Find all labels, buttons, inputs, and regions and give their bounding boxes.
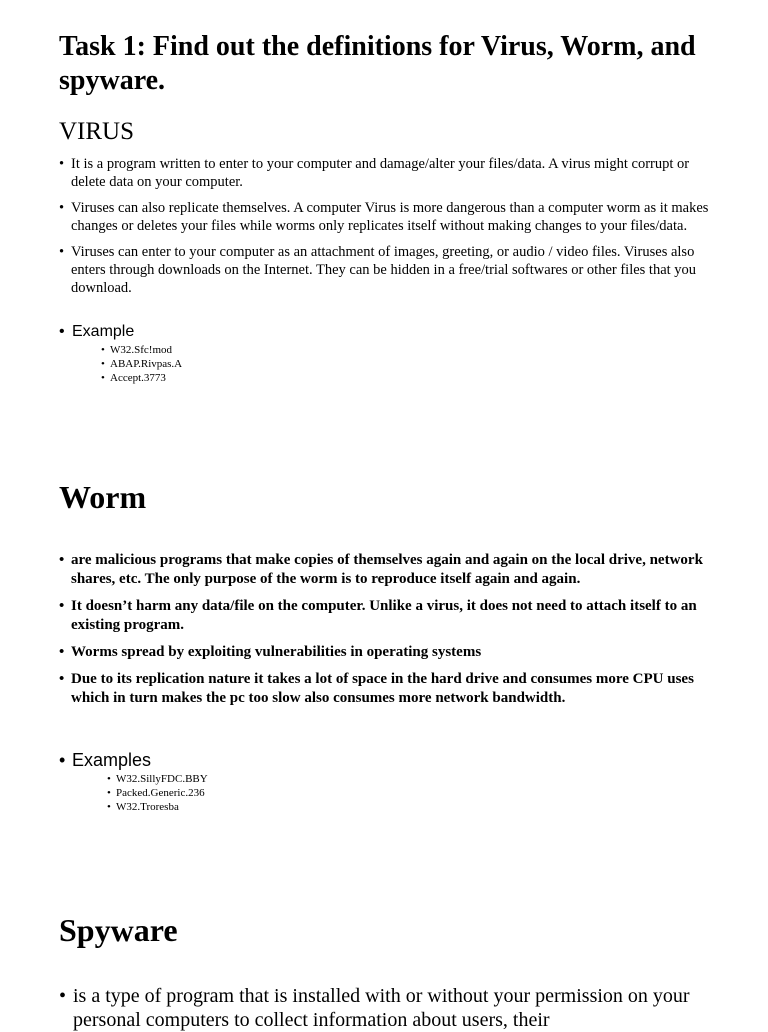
list-item: • ABAP.Rivpas.A [101, 357, 182, 371]
list-item: • are malicious programs that make copies of themselves again and again on the local drive, network shares, etc. The only purpose of the worm is to reproduce itself again and again. [59, 551, 729, 589]
list-item: • Due to its replication nature it takes a lot of space in the hard drive and consumes more CPU uses which in turn makes the pc too slow also consumes more network bandwidth. [59, 670, 729, 708]
spyware-points-list [59, 984, 739, 1032]
list-item: • Accept.3773 [101, 371, 182, 385]
list-item: • is a type of program that is installed with or without your permission on your personal computers to collect information about users, their [59, 984, 739, 1032]
list-item: • It is a program written to enter to your computer and damage/alter your files/data. A virus might corrupt or delete data on your computer. [59, 155, 719, 191]
page-title: Task 1: Find out the definitions for Virus, Worm, and spyware. [59, 31, 696, 96]
virus-points-list [59, 155, 719, 305]
list-item: • W32.SillyFDC.BBY [107, 772, 208, 786]
worm-points-list [59, 551, 729, 716]
list-item: • Worms spread by exploiting vulnerabilities in operating systems [59, 643, 729, 662]
list-item: • Viruses can also replicate themselves. A computer Virus is more dangerous than a computer worm as it makes changes or deletes your files while worms only replicates itself without making changes to your files/data. [59, 199, 719, 235]
list-item: • W32.Sfc!mod [101, 343, 182, 357]
list-item: • Packed.Generic.236 [107, 786, 208, 800]
worm-heading: Worm [59, 479, 147, 515]
worm-examples-list [107, 772, 208, 814]
list-item: • W32.Troresba [107, 800, 208, 814]
virus-example-label: • Example [59, 322, 134, 342]
worm-example-label: • Examples [59, 750, 151, 770]
virus-heading: VIRUS [59, 118, 135, 145]
list-item: • Viruses can enter to your computer as an attachment of images, greeting, or audio / video files. Viruses also enters through downloads on the Internet. They can be hidden in a free/trial softwares or other files that you download. [59, 243, 719, 297]
spyware-heading: Spyware [59, 912, 178, 948]
list-item: • It doesn’t harm any data/file on the computer. Unlike a virus, it does not need to attach itself to an existing program. [59, 597, 729, 635]
virus-examples-list [101, 343, 182, 385]
